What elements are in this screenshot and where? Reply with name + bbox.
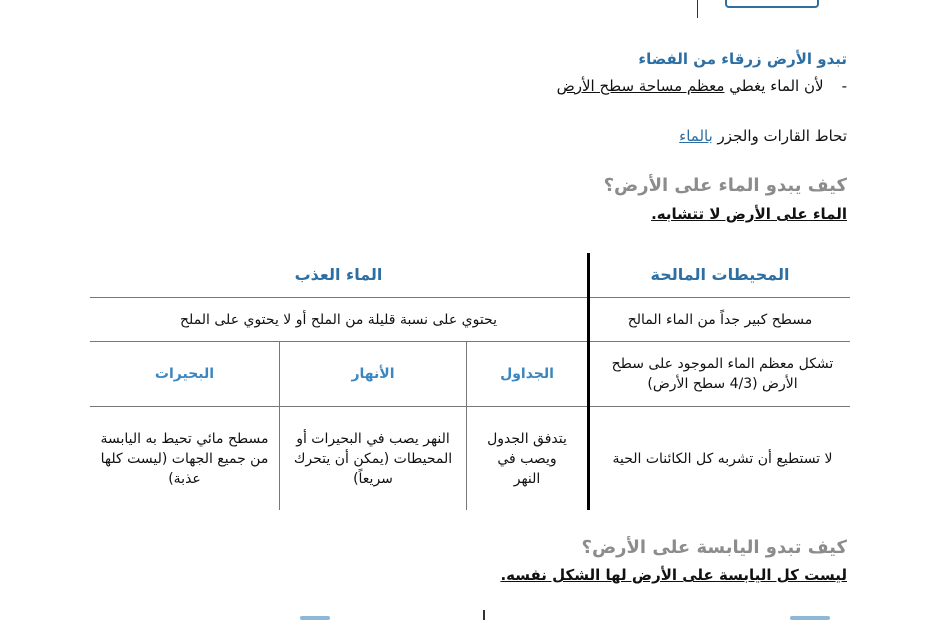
sub-header-streams: الجداول [500,366,554,382]
water-table [90,253,850,510]
row1-fresh: يحتوي على نسبة قليلة من الملح أو لا يحتوي على الملح [180,311,497,328]
answer-land: ليست كل اليابسة على الأرض لها الشكل نفسه. [500,566,847,584]
top-cut-box [725,0,819,8]
heading-earth-blue: تبدو الأرض زرقاء من الفضاء [638,50,847,68]
header-fresh-water: الماء العذب [294,265,383,284]
bullet-underlined: معظم مساحة سطح الأرض [556,77,725,95]
header-salt-oceans: المحيطات المالحة [650,265,790,284]
bullet-text: لأن الماء يغطي [724,77,824,95]
continents-text: تحاط القارات والجزر [712,127,847,145]
question-water: كيف يبدو الماء على الأرض؟ [603,175,847,196]
bottom-cut-mark-left [300,616,330,620]
question-land: كيف تبدو اليابسة على الأرض؟ [581,537,847,558]
bottom-divider [483,610,485,620]
row3-lakes: مسطح مائي تحيط به اليابسة من جميع الجهات (ليست كلها عذبة) [100,430,269,487]
bullet-line [557,77,847,95]
continents-line [679,127,847,145]
bullet-marker: - [841,77,847,95]
water-link[interactable]: بالماء [679,127,713,145]
answer-water: الماء على الأرض لا تتشابه. [651,205,847,223]
sub-header-lakes: البحيرات [154,366,215,382]
sub-header-rivers: الأنهار [351,366,395,382]
row3-streams: يتدفق الجدول ويصب في النهر [487,430,567,487]
top-divider [697,0,698,18]
row2-salt: تشكل معظم الماء الموجود على سطح الأرض (4/3 سطح الأرض) [611,356,834,392]
row1-salt: مسطح كبير جداً من الماء المالح [627,311,813,328]
row3-salt: لا تستطيع أن تشربه كل الكائنات الحية [612,450,833,467]
bottom-cut-mark-right [790,616,830,620]
row3-rivers: النهر يصب في البحيرات أو المحيطات (يمكن أن يتحرك سريعاً) [293,430,453,487]
